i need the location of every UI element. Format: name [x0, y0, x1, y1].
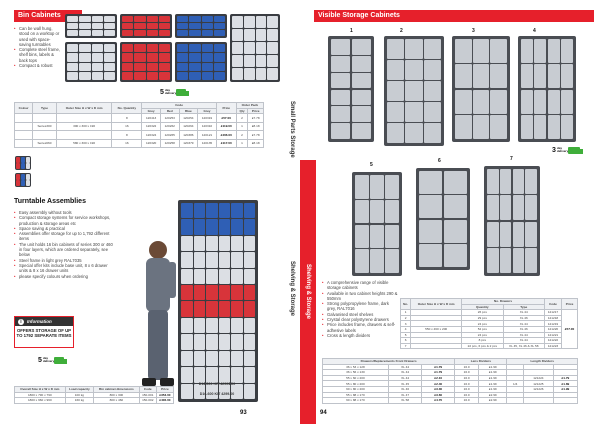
turntable-table [14, 386, 174, 404]
cell-code: 120253 [160, 114, 179, 123]
code-sub-red: Red [160, 108, 179, 114]
bullet-item: • Steel frame in light grey RAL7035 [14, 258, 114, 263]
info-text: OFFERS STORAGE OF UP TO 1792 SEPARATE ITEMS [16, 328, 72, 338]
bullet-item: • Space saving & practical [14, 226, 114, 231]
visible-cabinet-6-photo [416, 168, 470, 270]
cell-colour [15, 131, 33, 140]
cabinet-num-3: 3 [472, 28, 475, 34]
t2-head-c: Length Dividers [507, 359, 578, 365]
cell-no: 4 [401, 326, 411, 332]
col-code: Code [142, 103, 217, 109]
cell-load: 100 kg [65, 392, 93, 398]
cell-no: 5 [401, 332, 411, 338]
table-row [15, 122, 264, 131]
cell-g: 121224 [523, 375, 553, 381]
cell-pack-price: £8.18 [248, 122, 264, 131]
visible-cabinet-3-photo [452, 36, 510, 142]
cell-qty: 22 pcs, 6 pcs & 2 pcs [462, 343, 503, 349]
side-tab-shelving-right[interactable]: Shelving & Storage [300, 160, 316, 424]
cell-e: £1.99 [479, 386, 507, 392]
bullet-item: • Available in two cabinet heights 290 & 550mm [322, 291, 398, 302]
visible-cabinet-1-photo [328, 36, 374, 142]
t1-sub-type: Type [503, 304, 544, 310]
cell-f: 1/4 [507, 381, 523, 387]
turntable-tower-photo [178, 200, 258, 402]
cell-c: £3.30 [422, 386, 455, 392]
cell-a: 55 x 80 x 200 [323, 381, 389, 387]
pack-price: Price [248, 108, 264, 114]
col-size: Outer Size H x W x D mm [56, 103, 112, 114]
cell-h: £1.89 [553, 381, 577, 387]
cell-price: £117.00 [216, 139, 236, 148]
kit-label-1: D16-600 KIT 4290€.00 [198, 382, 236, 386]
cell-a: 55 x 88 x 170 [323, 392, 389, 398]
pack-qty: Qty [236, 108, 248, 114]
cell-code: 120121 [198, 131, 217, 140]
col-type: Type [33, 103, 57, 114]
visible-drawers-table [400, 298, 578, 349]
cell-b: XL 47 [388, 392, 422, 398]
cell-h: £1.79 [553, 375, 577, 381]
badge-days: 5 [160, 88, 164, 96]
visible-bullets [322, 280, 398, 338]
cell-pack-qty: 1 [236, 122, 248, 131]
visible-delivery-badge [552, 144, 580, 156]
cell-code: 120324 [142, 131, 161, 140]
col-colour: Colour [15, 103, 33, 114]
cell-qty: 16 [112, 139, 142, 148]
cabinet-num-2: 2 [400, 28, 403, 34]
table-thumb-series660 [15, 173, 31, 187]
cell-d: 16.0 [455, 392, 479, 398]
cell-a: 90 x 88 x 170 [323, 398, 389, 404]
turn-badge-text: day delivery [42, 355, 55, 363]
cell-code: 121223 [544, 343, 561, 349]
cell-code: 120254 [179, 114, 198, 123]
visible-storage-header: Visible Storage Cabinets [314, 10, 594, 22]
cell-code: 121221 [544, 332, 561, 338]
cell-qty: 8 [112, 131, 142, 140]
visible-badge-text: day delivery [556, 145, 569, 153]
cell-colour [15, 139, 33, 148]
bullet-item: • Complete steel frame, shelf bins, labels & back tops [14, 47, 60, 63]
delivery-badge [160, 86, 186, 98]
turn-col-code: Code [139, 387, 156, 393]
right-page [300, 0, 600, 424]
cell-type: XL 44 [503, 338, 544, 344]
bullet-item: • Crystal clear polystyrene drawers [322, 317, 398, 322]
cell-code: 120320 [142, 139, 161, 148]
cell-bins: 800 x 460 [94, 398, 139, 404]
cell-type: XL 46 [503, 326, 544, 332]
bullet-item: • please specify colours when ordering [14, 274, 114, 279]
cell-pack-price: £7.78 [248, 131, 264, 140]
col-qty: No. Quantity [112, 103, 142, 114]
cell-h [553, 398, 577, 404]
cell-pack-qty: 2 [236, 131, 248, 140]
info-title: Information [27, 319, 52, 324]
cell-type: XL 46 [503, 315, 544, 321]
cell-c: £3.60 [422, 392, 455, 398]
cell-qty: 24 pcs [462, 332, 503, 338]
bullet-item: • Assemblies offer storage for up to 1,792 different items [14, 231, 114, 242]
bin-cabinets-header: Bin Cabinets [14, 10, 82, 22]
cell-code: 121220 [544, 326, 561, 332]
cell-price: £119.00 [216, 122, 236, 131]
bullet-item: • A comprehensive range of visible storage cabinets [322, 280, 398, 291]
cell-code: 120319 [198, 114, 217, 123]
worker-photo [132, 238, 182, 398]
cell-type [33, 131, 57, 140]
info-header [15, 317, 73, 326]
visible-badge-days: 3 [552, 146, 556, 154]
cell-no: 1 [401, 310, 411, 316]
cell-type: XL 45, XL 46 & XL 58 [503, 343, 544, 349]
cell-g: 121225 [523, 381, 553, 387]
bullet-item: • Special offer kits include base unit, 8 x 6 drawer units & 8 x 16 drawer units [14, 263, 114, 274]
cell-e: £1.99 [479, 381, 507, 387]
t1-col-price: Price [562, 299, 578, 310]
bullet-item: • Strong polypropylene frame, dark grey, RAL7016 [322, 301, 398, 312]
t1-col-size: Outer Size H x W x D mm [411, 299, 462, 310]
t1-col-code: Code [544, 299, 561, 310]
cell-h: £1.99 [553, 386, 577, 392]
cell-code: 120310 [198, 122, 217, 131]
cell-no: 6 [401, 338, 411, 344]
table-thumb-series300 [15, 156, 31, 170]
page-number-left: 93 [240, 410, 247, 416]
cell-a: 36 x 56 x 130 [323, 370, 389, 376]
visible-truck-icon [568, 147, 580, 154]
bin-cabinet-blue-large-photo [175, 42, 227, 82]
cell-code: 120258 [160, 139, 179, 148]
code-sub-blue: Blue [179, 108, 198, 114]
cell-colour [15, 122, 33, 131]
bin-cabinet-grey-large-photo [65, 42, 117, 82]
cell-qty: 26 pcs [462, 310, 503, 316]
cell-a: 55 x 60 x 200 [323, 375, 389, 381]
code-sub-grey: Grey [142, 108, 161, 114]
cell-d: 16.0 [455, 375, 479, 381]
bullet-item: • Easy assembly without tools [14, 210, 114, 215]
cell-size: 1800 x 790 x 790 [15, 392, 66, 398]
cabinet-num-6: 6 [438, 158, 441, 164]
cell-type: Series660 [33, 139, 57, 148]
cell-code: 150-001 [139, 392, 156, 398]
cell-type: XL 44 [503, 321, 544, 327]
cell-b: XL 58 [388, 398, 422, 404]
info-box [14, 316, 74, 348]
dividers-table [322, 358, 578, 404]
cabinet-num-5: 5 [370, 162, 373, 168]
bullet-item: • Galvanised steel shelves [322, 312, 398, 317]
turn-truck-icon [54, 357, 64, 364]
cell-type: XL 44 [503, 332, 544, 338]
cell-e: £1.99 [479, 364, 507, 370]
cell-a: 36 x 53 x 128 [323, 364, 389, 370]
cell-b: XL 46 [388, 386, 422, 392]
cell-code: 120413 [142, 114, 161, 123]
cabinet-num-7: 7 [510, 156, 513, 162]
side-tab-small-parts[interactable]: Small Parts Storage [284, 90, 300, 168]
cell-d: 16.0 [455, 381, 479, 387]
bin-cabinet-grey-photo [65, 14, 117, 38]
cell-d: 16.0 [455, 386, 479, 392]
cell-c: £4.70 [422, 398, 455, 404]
cell-e: £1.99 [479, 375, 507, 381]
cell-price: £466.00 [216, 131, 236, 140]
cell-d: 16.0 [455, 364, 479, 370]
cell-a: 90 x 80 x 200 [323, 386, 389, 392]
cell-code: 121218 [544, 315, 561, 321]
cell-type: Series300 [33, 122, 57, 131]
turntable-delivery-badge [38, 354, 64, 366]
badge-text: day delivery [164, 87, 177, 95]
cell-d: 16.0 [455, 398, 479, 404]
cell-c: £2.10 [422, 375, 455, 381]
bin-cabinet-grey-small-photo [230, 14, 280, 82]
visible-cabinet-5-photo [352, 172, 402, 276]
cell-price: £406.00 [156, 398, 173, 404]
cell-b: XL 44 [388, 370, 422, 376]
cell-size: 300 x 300 x 190 [56, 122, 112, 131]
cell-code: 120379 [179, 139, 198, 148]
cell-size: 580 x 300 x 190 [56, 139, 112, 148]
cell-qty: 8 [112, 114, 142, 123]
bullet-item: • Cross & length dividers [322, 333, 398, 338]
cell-code: 120386 [179, 131, 198, 140]
page-number-right: 94 [320, 410, 327, 416]
turn-col-load: Load capacity [65, 387, 93, 393]
bin-cabinet-blue-photo [175, 14, 227, 38]
info-icon: i [18, 319, 24, 325]
cell-e: £1.99 [479, 370, 507, 376]
cell-d: 16.0 [455, 370, 479, 376]
turntable-bullets [14, 210, 114, 279]
cell-e: £2.99 [479, 398, 507, 404]
cell-pack-price: £7.78 [248, 114, 264, 123]
col-price: Price [216, 103, 236, 114]
cell-code: 120322 [142, 122, 161, 131]
turn-col-bins: Bin cabinet dimensions [94, 387, 139, 393]
cell-g [523, 398, 553, 404]
t2-head-a: Drawers/Replacements Front Drawers [323, 359, 455, 365]
bin-cabinet-red-large-photo [120, 42, 172, 82]
bin-cabinet-red-photo [120, 14, 172, 38]
cell-code: 121219 [544, 321, 561, 327]
bullet-item: • The unit holds 16 bin cabinets of series 300 or 460 in four layers, which are ordered separately, see below [14, 242, 114, 258]
turntable-title: Turntable Assemblies [14, 198, 86, 205]
cell-colour [15, 114, 33, 123]
cell-code: 121217 [544, 310, 561, 316]
turn-col-price: Price [156, 387, 173, 393]
bullet-item: • Can be wall hung, stood on a worktop or used with space-saving turntables [14, 26, 60, 47]
t2-head-b: Lens Dividers [455, 359, 507, 365]
kit-label-2: D16-600 KIT 4299.00 [199, 392, 235, 396]
table-row [15, 139, 264, 148]
cell-g: 121226 [523, 386, 553, 392]
cell-code: 120265 [160, 131, 179, 140]
col-extra: Order Pack [236, 103, 263, 109]
cell-size [56, 131, 112, 140]
visible-cabinet-4-photo [518, 36, 576, 142]
table-row [15, 114, 264, 123]
cell-size [56, 114, 112, 123]
cabinet-num-4: 4 [533, 28, 536, 34]
cell-qty: 24 pcs [462, 321, 503, 327]
turn-col-size: Overall Size H x W x D mm [15, 387, 66, 393]
truck-icon [176, 89, 186, 96]
bullet-item: • Compact storage systems for service workshops, production & storage areas etc [14, 215, 114, 226]
cell-load: 160 kg [65, 398, 93, 404]
side-tab-shelving-left[interactable]: Shelving & Storage [284, 250, 300, 328]
visible-cabinet-2-photo [384, 36, 444, 146]
bin-bullets [14, 26, 60, 68]
cell-c: £2.40 [422, 381, 455, 387]
cell-code: 120135 [198, 139, 217, 148]
table-row [401, 343, 578, 349]
cell-b: XL 44 [388, 375, 422, 381]
t1-sub-qty: Quantity [462, 304, 503, 310]
t1-col-drawers: No. Drawers [462, 299, 545, 305]
cell-pack-price: £8.18 [248, 139, 264, 148]
cell-size: 1800 x 960 x 960 [15, 398, 66, 404]
bullet-item: • Price includes frame, drawers & self-adhesive labels [322, 322, 398, 333]
cell-pack-qty: 2 [236, 114, 248, 123]
bin-cabinet-table [14, 102, 264, 148]
cell-price: £57.00 [216, 114, 236, 123]
cell-no: 7 [401, 343, 411, 349]
cell-c: £1.79 [422, 364, 455, 370]
turn-badge-days: 5 [38, 356, 42, 364]
table-row [15, 398, 174, 404]
t1-col-no: No. [401, 299, 411, 310]
visible-cabinet-7-photo [484, 166, 540, 276]
cell-code: 150-002 [139, 398, 156, 404]
cabinet-num-1: 1 [350, 28, 353, 34]
cell-qty: 8 pcs [462, 338, 503, 344]
cell-e: £2.99 [479, 392, 507, 398]
cell-qty: 16 [112, 122, 142, 131]
table-row [15, 131, 264, 140]
cell-price: £57.00 [562, 310, 578, 349]
cell-code: 121222 [544, 338, 561, 344]
cell-b: XL 44 [388, 364, 422, 370]
cell-c: £1.79 [422, 370, 455, 376]
cell-b: XL 45 [388, 381, 422, 387]
bullet-item: • Compact & robust [14, 63, 60, 68]
cell-size: 550 x 460 x 200 [411, 326, 462, 332]
cell-pack-qty: 1 [236, 139, 248, 148]
cell-code: 120262 [160, 122, 179, 131]
cell-no: 3 [401, 321, 411, 327]
cell-f [507, 398, 523, 404]
cell-type [33, 114, 57, 123]
cell-price: £353.00 [156, 392, 173, 398]
cell-qty: 52 pcs [462, 326, 503, 332]
cell-code: 120264 [179, 122, 198, 131]
cell-size [411, 343, 462, 349]
cell-qty: 29 pcs [462, 315, 503, 321]
cell-no: 2 [401, 315, 411, 321]
table-row [323, 398, 578, 404]
code-sub-grey2: Grey [198, 108, 217, 114]
cell-bins: 800 x 300 [94, 392, 139, 398]
cell-type: XL 44 [503, 310, 544, 316]
